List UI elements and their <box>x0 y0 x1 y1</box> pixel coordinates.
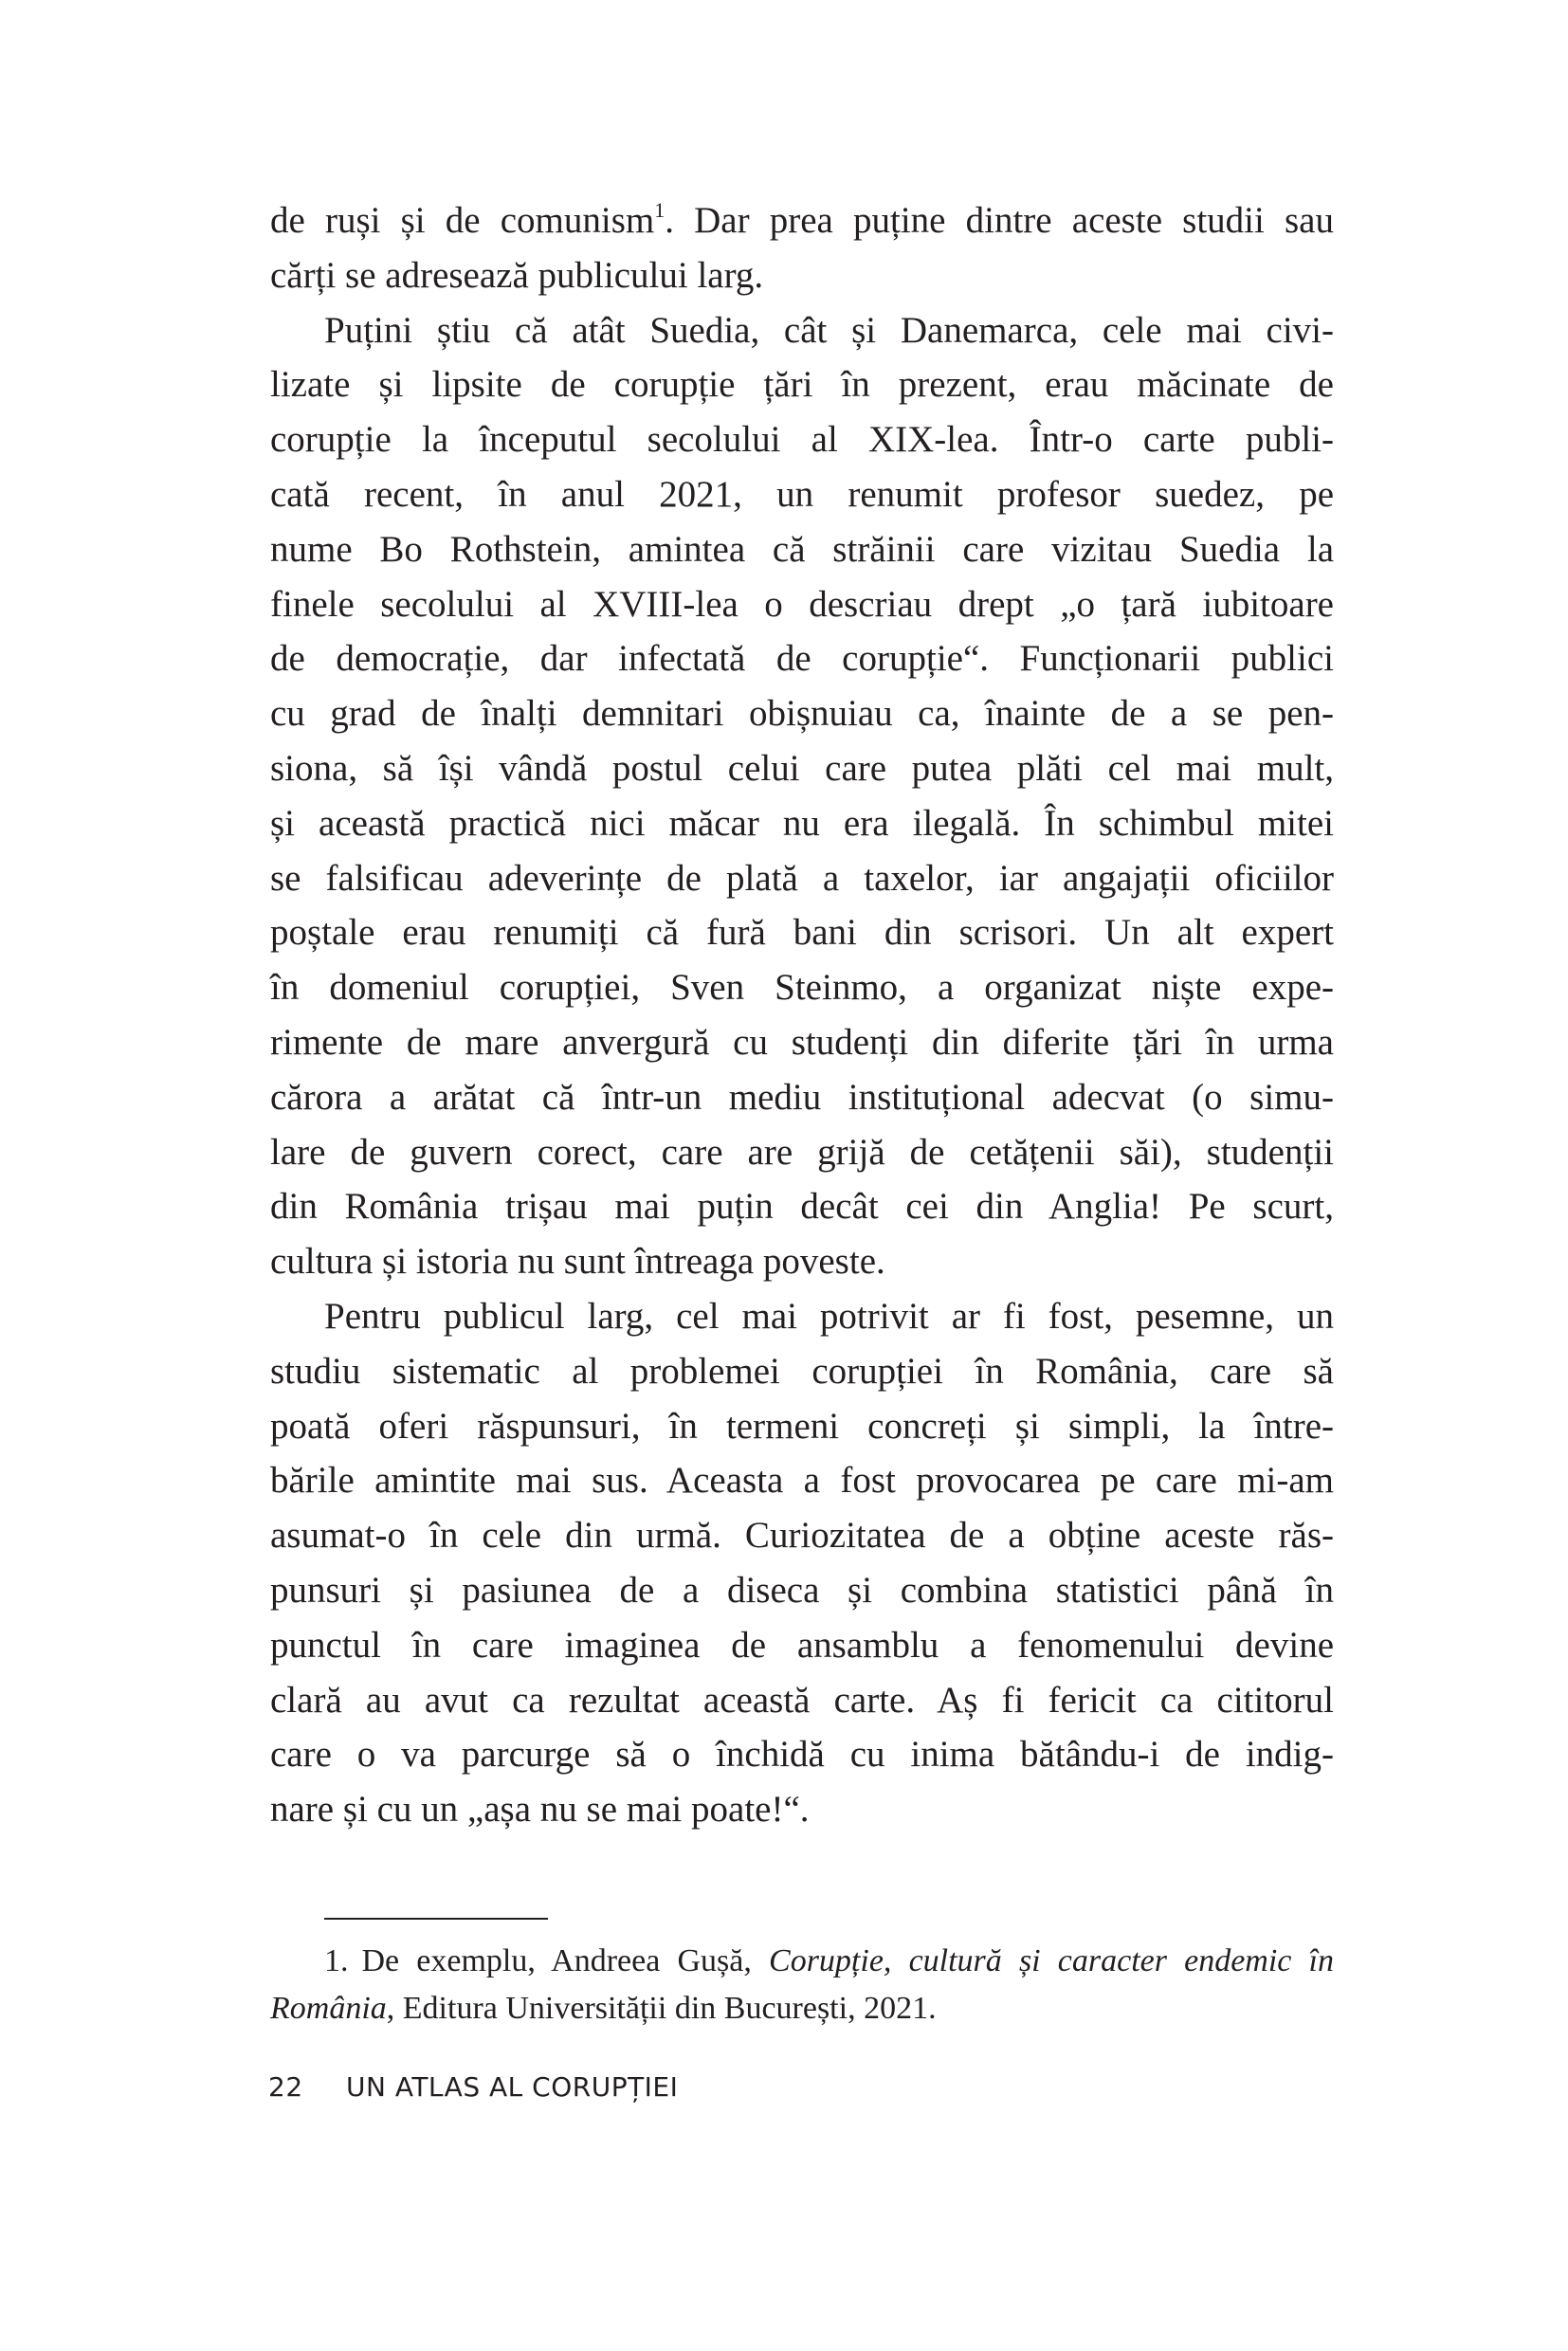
running-footer <box>268 2070 678 2105</box>
text-line: poștale erau renumiți că fură bani din scrisori. Un alt expert <box>270 912 1334 954</box>
text-line: finele secolului al XVIII-lea o descriau drept „o țară iubitoare <box>270 583 1334 625</box>
text-line: punsuri și pasiunea de a diseca și combina statistici până în <box>270 1569 1334 1611</box>
text-line: și această practică nici măcar nu era ilegală. În schimbul mitei <box>270 802 1334 844</box>
text-line: lare de guvern corect, care are grijă de cetățenii săi), studenții <box>270 1131 1334 1173</box>
text-line: lizate și lipsite de corupție țări în prezent, erau măcinate de <box>270 364 1334 406</box>
footnote-book-title-cont: România <box>270 1991 387 2026</box>
running-title: UN ATLAS AL CORUPȚIEI <box>346 2071 679 2103</box>
footnote-line: 1. De exemplu, Andreea Gușă, Corupție, cultură și caracter endemic în <box>324 1943 1334 1978</box>
text-line: asumat-o în cele din urmă. Curiozitatea de a obține aceste răs- <box>270 1515 1334 1557</box>
text-line: siona, să își vândă postul celui care putea plăti cel mai mult, <box>270 747 1334 789</box>
text-line: cată recent, în anul 2021, un renumit profesor suedez, pe <box>270 473 1334 515</box>
paragraph-3 <box>270 1289 1334 1837</box>
body-text <box>270 193 1334 1837</box>
text-line: clară au avut ca rezultat această carte. Aș fi fericit ca cititorul <box>270 1679 1334 1721</box>
text-line: cărora a arătat că într-un mediu instituțional adecvat (o simu- <box>270 1076 1334 1118</box>
paragraph-2 <box>270 303 1334 1289</box>
text-line: corupție la începutul secolului al XIX-lea. Într-o carte publi- <box>270 419 1334 461</box>
text-line: cu grad de înalți demnitari obișnuiau ca, înainte de a se pen- <box>270 693 1334 735</box>
text-line: bările amintite mai sus. Aceasta a fost provocarea pe care mi-am <box>270 1460 1334 1502</box>
text-line: cultura și istoria nu sunt întreaga poveste. <box>270 1241 885 1283</box>
text-line: cărți se adresează publicului larg. <box>270 254 764 296</box>
text-line: studiu sistematic al problemei corupției în România, care să <box>270 1350 1334 1392</box>
footnote-number: 1. <box>324 1943 349 1978</box>
text-line: de democrație, dar infectată de corupție“. Funcționarii publici <box>270 638 1334 680</box>
text-line: în domeniul corupției, Sven Steinmo, a organizat niște expe- <box>270 967 1334 1009</box>
text-line: Puțini știu că atât Suedia, cât și Danemarca, cele mai civi- <box>324 309 1334 351</box>
text-line: de ruși și de comunism$^1$. Dar prea puține dintre aceste studii sau <box>270 198 1334 241</box>
text-line: nare și cu un „așa nu se mai poate!“. <box>270 1789 810 1831</box>
paragraph-1 <box>270 193 1334 303</box>
page-number: 22 <box>268 2071 303 2103</box>
text-line: se falsificau adeverințe de plată a taxelor, iar angajații oficiilor <box>270 857 1334 899</box>
footnote-book-title: Corupție, cultură și caracter endemic în <box>769 1943 1334 1978</box>
text-line: poată oferi răspunsuri, în termeni concreți și simpli, la între- <box>270 1405 1334 1447</box>
text-line: din România trișau mai puțin decât cei din Anglia! Pe scurt, <box>270 1186 1334 1228</box>
footnote-reference[interactable]: 1 <box>654 198 665 222</box>
text-line: nume Bo Rothstein, amintea că străinii care vizitau Suedia la <box>270 528 1334 570</box>
text-line: care o va parcurge să o închidă cu inima bătându-i de indig- <box>270 1734 1334 1776</box>
footnote-line: România, Editura Universității din București, 2021. <box>270 1991 937 2026</box>
text-line: rimente de mare anvergură cu studenți din diferite țări în urma <box>270 1021 1334 1063</box>
text-line: Pentru publicul larg, cel mai potrivit ar fi fost, pesemne, un <box>324 1295 1334 1337</box>
text-line: punctul în care imaginea de ansamblu a fenomenului devine <box>270 1624 1334 1666</box>
footnote-1 <box>270 1938 1334 2032</box>
footnote-separator <box>324 1918 548 1920</box>
